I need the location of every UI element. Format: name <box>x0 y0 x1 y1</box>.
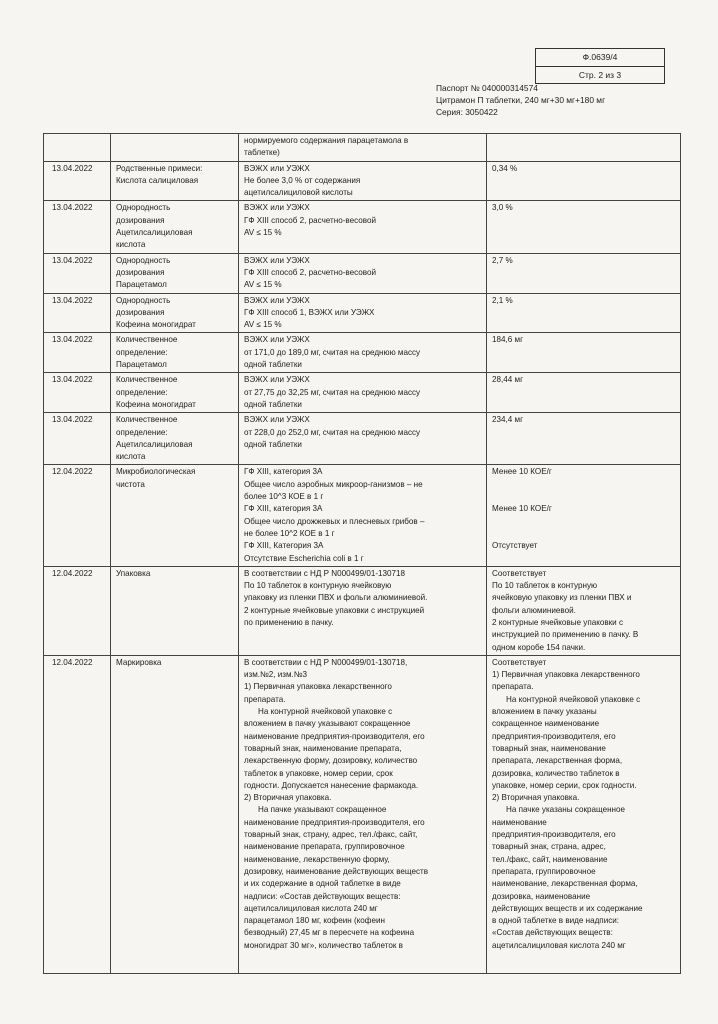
method-line: ВЭЖХ или УЭЖХ <box>244 335 310 345</box>
method-line: ГФ XIII способ 2, расчетно-весовой <box>244 215 376 225</box>
method-cell <box>239 655 487 973</box>
result-line: дозировка, количество таблеток в <box>492 768 620 778</box>
result-line: действующих веществ и их содержание <box>492 903 643 913</box>
method-line: нормируемого содержания парацетамола в <box>244 136 409 145</box>
method-cell <box>239 201 487 253</box>
method-line: На контурной ячейковой упаковке с <box>258 707 393 717</box>
result-cell <box>487 333 681 373</box>
parameter-line: Парацетамол <box>116 280 167 290</box>
parameter-line: Микробиологическая <box>116 467 196 477</box>
form-code-box <box>535 48 665 84</box>
method-line: ацетилсалициловой кислоты <box>244 188 353 198</box>
result-cell <box>487 161 681 201</box>
result-line: 1) Первичная упаковка лекарственного <box>492 670 640 680</box>
parameter-line: кислота <box>116 452 146 462</box>
result-cell <box>487 373 681 413</box>
table-row <box>44 373 681 413</box>
method-line: Отсутствие Escherichia coli в 1 г <box>244 553 364 563</box>
parameter-line: Кофеина моногидрат <box>116 399 196 409</box>
method-line: от 27,75 до 32,25 мг, считая на среднюю массу <box>244 387 421 397</box>
passport-header <box>436 82 605 118</box>
form-code: Ф.0639/4 <box>536 49 664 67</box>
result-cell <box>487 655 681 973</box>
method-line: одной таблетки <box>244 439 302 449</box>
method-cell <box>239 253 487 293</box>
result-line: инструкцией по применению в пачку. В <box>492 630 639 640</box>
parameter-line: Маркировка <box>116 657 162 667</box>
result-cell <box>487 134 681 162</box>
date-cell: 12.04.2022 <box>44 465 111 566</box>
method-line: годности. Допускается нанесение фармакода. <box>244 780 419 790</box>
parameter-cell <box>111 465 239 566</box>
method-line: таблетке) <box>244 148 280 158</box>
method-line: AV ≤ 15 % <box>244 280 282 290</box>
result-line: 2 контурные ячейковые упаковки с <box>492 617 623 627</box>
method-line: товарный знак, наименование препарата, <box>244 743 402 753</box>
method-line: наименование препарата, группировочное <box>244 842 405 852</box>
method-line: ВЭЖХ или УЭЖХ <box>244 163 310 173</box>
method-line: лекарственную форму, дозировку, количество <box>244 756 418 766</box>
method-line: 2 контурные ячейковые упаковки с инструкцией <box>244 605 425 615</box>
result-line: На пачке указаны сокращенное <box>506 805 626 815</box>
result-line: товарный знак, наименование <box>492 743 606 753</box>
parameter-cell <box>111 134 239 162</box>
result-line: 28,44 мг <box>492 375 524 385</box>
method-line: ВЭЖХ или УЭЖХ <box>244 295 310 305</box>
method-cell <box>239 134 487 162</box>
parameter-line: дозирования <box>116 215 165 225</box>
parameter-line: Количественное <box>116 375 178 385</box>
method-cell <box>239 373 487 413</box>
result-line: дозировка, наименование <box>492 891 591 901</box>
result-line: Отсутствует <box>492 541 538 551</box>
parameter-line: Однородность <box>116 203 171 213</box>
parameter-line: Кислота салициловая <box>116 175 199 185</box>
parameter-cell <box>111 253 239 293</box>
parameter-line: Парацетамол <box>116 360 167 370</box>
method-line: ГФ XIII, категория 3А <box>244 467 323 477</box>
method-line: от 171,0 до 189,0 мг, считая на среднюю массу <box>244 347 421 357</box>
method-line: ГФ XIII способ 2, расчетно-весовой <box>244 267 376 277</box>
method-line: Общее число дрожжевых и плесневых грибов – <box>244 516 425 526</box>
method-line: надписи: «Состав действующих веществ: <box>244 891 401 901</box>
result-line: Соответствует <box>492 657 547 667</box>
result-line: 2,1 % <box>492 295 513 305</box>
parameter-line: дозирования <box>116 267 165 277</box>
method-cell <box>239 333 487 373</box>
result-cell <box>487 465 681 566</box>
page-number: Стр. 2 из 3 <box>578 70 622 80</box>
method-line: дозировку, наименование действующих веществ <box>244 866 429 876</box>
parameter-cell <box>111 373 239 413</box>
parameter-line: Ацетилсалициловая <box>116 228 193 238</box>
result-cell <box>487 566 681 655</box>
method-line: AV ≤ 15 % <box>244 228 282 238</box>
parameter-line: кислота <box>116 240 146 250</box>
result-line: товарный знак, страна, адрес, <box>492 842 606 852</box>
result-line: На контурной ячейковой упаковке с <box>506 694 641 704</box>
result-cell <box>487 293 681 333</box>
date-cell: 13.04.2022 <box>44 293 111 333</box>
parameter-line: определение: <box>116 347 168 357</box>
parameter-cell <box>111 333 239 373</box>
parameter-line: Родственные примеси: <box>116 163 203 173</box>
method-line: моногидрат 30 мг», количество таблеток в <box>244 940 403 950</box>
result-line: 234,4 мг <box>492 415 524 425</box>
table-row-continuation <box>44 134 681 162</box>
result-line: ацетилсалициловая кислота 240 мг <box>492 940 626 950</box>
result-line: сокращенное наименование <box>492 719 600 729</box>
method-line: не более 10^2 КОЕ в 1 г <box>244 528 335 538</box>
results-table <box>43 133 681 974</box>
parameter-line: определение: <box>116 427 168 437</box>
method-line: В соответствии с НД Р N000499/01-130718, <box>244 657 408 667</box>
date-cell: 12.04.2022 <box>44 655 111 973</box>
parameter-line: Количественное <box>116 415 178 425</box>
method-line: препарата. <box>244 694 286 704</box>
parameter-cell <box>111 413 239 465</box>
method-line: ВЭЖХ или УЭЖХ <box>244 375 310 385</box>
method-line: ГФ XIII способ 1, ВЭЖХ или УЭЖХ <box>244 307 375 317</box>
method-line: Не более 3,0 % от содержания <box>244 175 361 185</box>
result-line <box>492 516 676 528</box>
method-line: и их содержание в одной таблетке в виде <box>244 879 401 889</box>
date-cell: 13.04.2022 <box>44 161 111 201</box>
result-line: 3,0 % <box>492 203 513 213</box>
table-row <box>44 465 681 566</box>
result-cell <box>487 201 681 253</box>
method-line: упаковку из пленки ПВХ и фольги алюминиевой. <box>244 593 428 603</box>
method-line: изм.№2, изм.№3 <box>244 670 307 680</box>
table-row <box>44 413 681 465</box>
product-name: Цитрамон П таблетки, 240 мг+30 мг+180 мг <box>436 95 606 105</box>
result-line: наименование, лекарственная форма, <box>492 879 638 889</box>
method-line: На пачке указывают сокращенное <box>258 805 387 815</box>
method-line: от 228,0 до 252,0 мг, считая на среднюю массу <box>244 427 421 437</box>
method-line: наименование предприятия-производителя, его <box>244 817 425 827</box>
table-row <box>44 655 681 973</box>
method-line: ГФ XIII, Категория 3А <box>244 541 324 551</box>
result-line: препарата, группировочное <box>492 866 596 876</box>
result-line: 0,34 % <box>492 163 518 173</box>
result-line: в одной таблетке в виде надписи: <box>492 916 620 926</box>
result-line: Соответствует <box>492 568 547 578</box>
result-line <box>492 528 676 540</box>
result-line: Менее 10 КОЕ/г <box>492 467 552 477</box>
parameter-line: Упаковка <box>116 568 151 578</box>
result-line: По 10 таблеток в контурную <box>492 581 598 591</box>
method-line: наименование, лекарственную форму, <box>244 854 390 864</box>
table-row <box>44 253 681 293</box>
date-cell: 13.04.2022 <box>44 413 111 465</box>
parameter-line: определение: <box>116 387 168 397</box>
result-line: Менее 10 КОЕ/г <box>492 504 552 514</box>
result-line: упаковке, номер серии, срок годности. <box>492 780 637 790</box>
method-line: парацетамол 180 мг, кофеин (кофеин <box>244 916 385 926</box>
method-line: ВЭЖХ или УЭЖХ <box>244 255 310 265</box>
method-cell <box>239 293 487 333</box>
result-line: предприятия-производителя, его <box>492 830 616 840</box>
parameter-line: дозирования <box>116 307 165 317</box>
method-line: более 10^3 КОЕ в 1 г <box>244 492 324 502</box>
parameter-line: Кофеина моногидрат <box>116 320 196 330</box>
parameter-cell <box>111 161 239 201</box>
method-line: 1) Первичная упаковка лекарственного <box>244 682 392 692</box>
date-cell: 13.04.2022 <box>44 333 111 373</box>
method-cell <box>239 413 487 465</box>
result-line: 184,6 мг <box>492 335 524 345</box>
result-line: «Состав действующих веществ: <box>492 928 613 938</box>
parameter-cell <box>111 201 239 253</box>
date-cell: 13.04.2022 <box>44 373 111 413</box>
result-line: фольги алюминиевой. <box>492 605 576 615</box>
method-cell <box>239 465 487 566</box>
passport-number: Паспорт № 040000314574 <box>436 83 538 93</box>
date-cell <box>44 134 111 162</box>
method-line: одной таблетки <box>244 399 302 409</box>
series-number: Серия: 3050422 <box>436 107 498 117</box>
method-line: одной таблетки <box>244 360 302 370</box>
result-line: 2) Вторичная упаковка. <box>492 793 580 803</box>
result-line: наименование <box>492 817 547 827</box>
result-line: ячейковую упаковку из пленки ПВХ и <box>492 593 632 603</box>
parameter-line: Количественное <box>116 335 178 345</box>
method-line: вложением в пачку указывают сокращенное <box>244 719 411 729</box>
parameter-line: Однородность <box>116 255 171 265</box>
result-line: 2,7 % <box>492 255 513 265</box>
date-cell: 12.04.2022 <box>44 566 111 655</box>
method-line: безводный) 27,45 мг в пересчете на кофеина <box>244 928 415 938</box>
result-line <box>492 553 676 565</box>
method-line: товарный знак, страну, адрес, тел./факс, сайт, <box>244 830 418 840</box>
method-line: 2) Вторичная упаковка. <box>244 793 332 803</box>
table-row <box>44 293 681 333</box>
table-row <box>44 201 681 253</box>
date-cell: 13.04.2022 <box>44 201 111 253</box>
result-line: препарата. <box>492 682 534 692</box>
parameter-cell <box>111 655 239 973</box>
result-line <box>492 491 676 503</box>
result-line: вложением в пачку указаны <box>492 707 597 717</box>
method-line: По 10 таблеток в контурную ячейковую <box>244 581 392 591</box>
parameter-line: Однородность <box>116 295 171 305</box>
method-line: таблеток в упаковке, номер серии, срок <box>244 768 393 778</box>
result-line <box>492 479 676 491</box>
result-cell <box>487 253 681 293</box>
result-line: препарата, лекарственная форма, <box>492 756 623 766</box>
table-row <box>44 566 681 655</box>
method-cell <box>239 161 487 201</box>
method-line: ГФ XIII, категория 3А <box>244 504 323 514</box>
method-line: Общее число аэробных микроор-ганизмов – не <box>244 479 423 489</box>
parameter-line: Ацетилсалициловая <box>116 439 193 449</box>
method-line: ацетилсалициловая кислота 240 мг <box>244 903 378 913</box>
result-cell <box>487 413 681 465</box>
method-line: ВЭЖХ или УЭЖХ <box>244 203 310 213</box>
date-cell: 13.04.2022 <box>44 253 111 293</box>
parameter-line: чистота <box>116 479 145 489</box>
parameter-cell <box>111 293 239 333</box>
method-line: В соответствии с НД Р N000499/01-130718 <box>244 568 406 578</box>
table-row <box>44 161 681 201</box>
method-cell <box>239 566 487 655</box>
result-line: одном коробе 154 пачки. <box>492 642 586 652</box>
method-line: наименование предприятия-производителя, его <box>244 731 425 741</box>
table-row <box>44 333 681 373</box>
result-line: тел./факс, сайт, наименование <box>492 854 608 864</box>
method-line: AV ≤ 15 % <box>244 320 282 330</box>
method-line: ВЭЖХ или УЭЖХ <box>244 415 310 425</box>
result-line: предприятия-производителя, его <box>492 731 616 741</box>
parameter-cell <box>111 566 239 655</box>
method-line: по применению в пачку. <box>244 617 334 627</box>
